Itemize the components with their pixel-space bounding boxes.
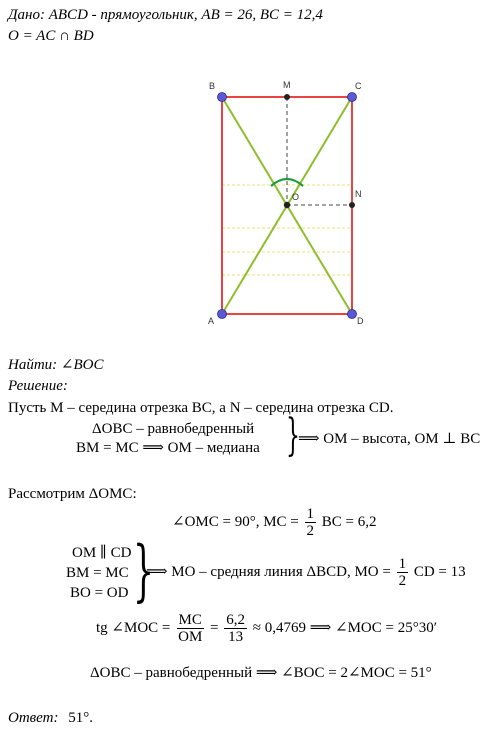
given-text: ABCD - прямоугольник, AB = 26, BC = 12,4 (48, 7, 323, 23)
tg-eq: = (210, 619, 219, 636)
label-a: A (208, 316, 215, 326)
sys1-brace: } (286, 410, 300, 461)
find-line (8, 356, 104, 374)
rectangle-figure (0, 0, 500, 335)
sys2-tail: CD = 13 (413, 563, 466, 580)
final-line: ΔOBC – равнобедренный ⟹ ∠BOC = 2∠MOC = 51° (90, 665, 432, 681)
sys2-den: 2 (398, 573, 407, 589)
sys2-result: ⟹ MO – средняя линия ΔBCD, MO = (146, 563, 391, 580)
find-value: ∠BOC (60, 357, 104, 373)
omc-num: 1 (306, 506, 315, 522)
point-n (349, 202, 355, 208)
omc-fraction (305, 506, 317, 539)
sys2-line3: BO = OD (70, 585, 129, 601)
tg-num2: 6,2 (226, 612, 246, 628)
sys2-line1: OM ∥ CD (72, 545, 132, 561)
label-o: O (292, 192, 300, 202)
label-d: D (357, 316, 364, 326)
label-m: M (283, 80, 291, 90)
answer-line (8, 709, 93, 727)
sys2-result-line (146, 556, 466, 589)
sys2-brace: } (133, 532, 154, 609)
omc-right: BC = 6,2 (321, 513, 377, 530)
point-d (348, 310, 357, 319)
point-m (284, 94, 290, 100)
point-b (218, 93, 227, 102)
given-label: Дано: (8, 7, 45, 23)
sys2-line2: BM = MC (66, 565, 129, 581)
point-c (348, 93, 357, 102)
solution-label: Решение: (8, 378, 68, 394)
label-c: C (355, 81, 362, 91)
let-line: Пусть M – середина отрезка BC, а N – середина отрезка CD. (8, 400, 394, 416)
sys2-num: 1 (398, 556, 407, 572)
tg-fraction-1 (176, 612, 204, 645)
sys2-fraction (397, 556, 409, 589)
sys1-line1: ΔOBC – равнобедренный (92, 421, 255, 437)
answer-label: Ответ: (8, 710, 59, 726)
intersection-line: O = AC ∩ BD (8, 28, 94, 44)
omc-equation (172, 506, 377, 539)
tg-right: ≈ 0,4769 ⟹ ∠MOC = 25°30′ (252, 619, 437, 636)
label-n: N (355, 189, 362, 199)
tg-fraction-2 (224, 612, 247, 645)
tg-den1: OM (178, 629, 203, 645)
label-b: B (209, 81, 216, 91)
tg-den2: 13 (228, 629, 244, 645)
answer-value: 51°. (68, 710, 93, 726)
find-label: Найти: (8, 357, 58, 373)
sys1-line2: BM = MC ⟹ OM – медиана (76, 440, 260, 456)
tg-num1: MC (178, 612, 202, 628)
point-o (284, 202, 290, 208)
tg-line (96, 612, 437, 645)
omc-den: 2 (306, 523, 315, 539)
sys1-result: ⟹ OM – высота, OM ⊥ BC (298, 431, 481, 447)
consider-line: Рассмотрим ΔOMC: (8, 486, 137, 502)
tg-left: tg ∠MOC = (96, 619, 171, 636)
omc-left: ∠OMC = 90°, MC = (172, 513, 299, 530)
point-a (218, 310, 227, 319)
